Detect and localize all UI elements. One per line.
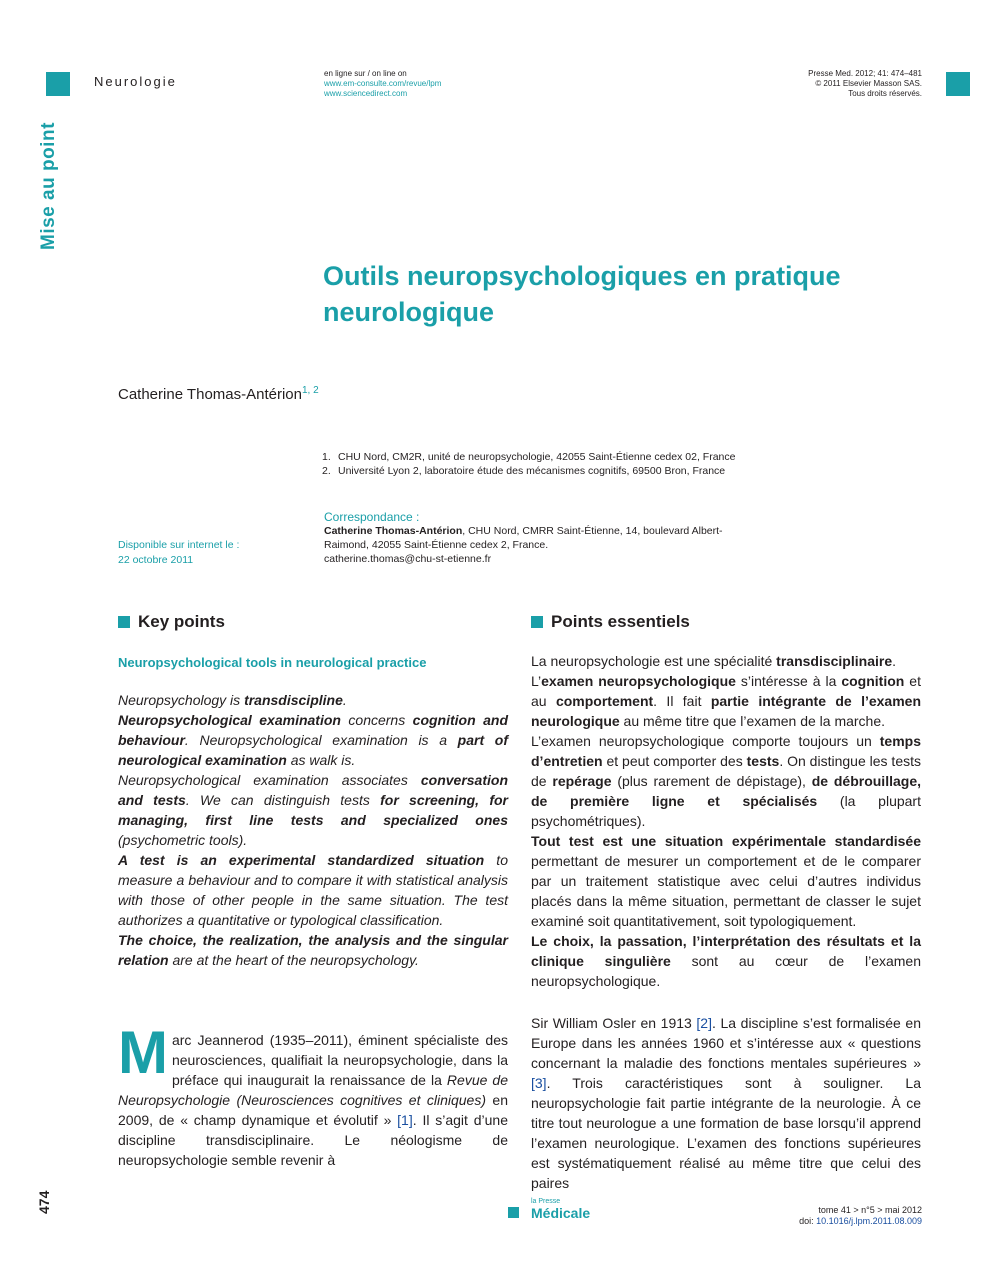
online-url-emconsulte[interactable]: www.em-consulte.com/revue/lpm	[324, 79, 442, 88]
correspondence-email[interactable]: catherine.thomas@chu-st-etienne.fr	[324, 553, 492, 565]
doi-link[interactable]: 10.1016/j.lpm.2011.08.009	[816, 1216, 922, 1226]
footer-issue	[799, 1205, 922, 1227]
issue-info: tome 41 > n°5 > mai 2012	[818, 1205, 922, 1215]
logo-big-text: Médicale	[531, 1205, 591, 1221]
online-label: en ligne sur / on line on	[324, 69, 407, 78]
reference-link[interactable]: [2]	[696, 1015, 712, 1031]
points-essentiels-text: La neuropsychologie est une spécialité transdisciplinaire. L’examen neuropsychologique s’intéresse à la cognition et au comportement. Il fait partie intégrante de l’examen neurologique au même titre que l’examen de la marche. L’examen neuropsychologique comporte toujours un temps d’entretien et peut comporter des tests. On distingue les tests de repérage (plus rarement de dépistage), de débrouillage, de première ligne et spécialisés (la plupart psychométriques). Tout test est une situation expérimentale standardisée permettant de mesurer un comportement et de le comparer par un traitement statistique avec celui d’autres individus placés dans la même situation, permettant de classer le sujet examiné soit quantitativement, soit typologiquement. Le choix, la passation, l’interprétation des résultats et la clinique singulière sont au cœur de l’examen neuropsychologique.	[531, 653, 922, 989]
key-points-text: Neuropsychology is transdiscipline. Neuropsychological examination concerns cognition and behaviour. Neuropsychological examination is a part of neurological examination as walk is. Neuropsychological examination associates conversation and tests. We can distinguish tests for screening, for managing, first line tests and specialized ones (psychometric tools). A test is an experimental standardized situation to measure a behaviour and to compare it with statistical analysis with those of other people in the same situation. The test authorizes a quantitative or typological classification. The choice, the realization, the analysis and the singular relation are at the heart of the neuropsychology.	[118, 692, 508, 968]
citation-line: Presse Med. 2012; 41: 474–481	[808, 69, 922, 78]
drop-cap: M	[118, 1019, 168, 1086]
key-points-subtitle: Neuropsychological tools in neurological practice	[118, 655, 427, 670]
points-essentiels-heading-text: Points essentiels	[551, 612, 690, 631]
affiliation-text: CHU Nord, CM2R, unité de neuropsychologie, 42055 Saint-Étienne cedex 02, France	[338, 451, 736, 463]
journal-logo	[508, 1198, 590, 1220]
reference-link[interactable]: [1]	[397, 1112, 413, 1128]
citation-line: © 2011 Elsevier Masson SAS.	[815, 79, 922, 88]
affiliations	[322, 450, 752, 478]
author	[118, 385, 319, 403]
affiliation-number: 2.	[322, 465, 331, 477]
correspondence	[324, 510, 744, 566]
correspondence-address: , CHU Nord, CMRR Saint-Étienne, 14, boulevard Albert-Raimond, 42055 Saint-Étienne cedex 2, France.	[324, 525, 723, 551]
affiliation-item	[322, 464, 752, 478]
logo-square	[508, 1207, 519, 1218]
doi-label: doi:	[799, 1216, 817, 1226]
affiliation-text: Université Lyon 2, laboratoire étude des mécanismes cognitifs, 69500 Bron, France	[338, 465, 726, 477]
key-points-heading	[118, 612, 225, 632]
reference-link[interactable]: [3]	[531, 1075, 547, 1091]
online-url-sciencedirect[interactable]: www.sciencedirect.com	[324, 89, 408, 98]
availability-label: Disponible sur internet le :	[118, 539, 240, 551]
side-label: Mise au point	[38, 122, 59, 250]
citation-line: Tous droits réservés.	[848, 89, 922, 98]
availability	[118, 538, 239, 568]
availability-date: 22 octobre 2011	[118, 554, 194, 566]
heading-square	[118, 616, 130, 628]
corner-square-left	[46, 72, 70, 96]
citation	[808, 69, 922, 99]
corner-square-right	[946, 72, 970, 96]
key-points-heading-text: Key points	[138, 612, 225, 631]
section-label: Neurologie	[94, 74, 177, 89]
author-affil-marks: 1, 2	[301, 385, 319, 396]
points-essentiels-heading	[531, 612, 690, 632]
logo-small-text: la Presse	[531, 1198, 561, 1205]
correspondence-label: Correspondance :	[324, 510, 420, 524]
correspondence-name: Catherine Thomas-Antérion	[324, 525, 463, 537]
body-text-left: Marc Jeannerod (1935–2011), éminent spécialiste des neurosciences, qualifiait la neuropsychologie, dans la préface qui inaugurait la renaissance de la Revue de Neuropsychologie (Neurosciences cognitives et cliniques) en 2009, de « champ dynamique et évolutif » [1]. Il s’agit d’une discipline transdisciplinaire. Le néologisme de neuropsychologie semble revenir à	[118, 1019, 508, 1168]
body-text-right: Sir William Osler en 1913 [2]. La discipline s’est formalisée en Europe dans les années 1960 et s’intéresse aux « questions concernant la maladie des fonctions mentales supérieures » [3]. Trois caractéristiques sont à souligner. La neuropsychologie fait partie intégrante de la neurologie. À ce titre tout neurologue a une formation de base lorsqu’il apprend l’examen neurologique. L’examen des fonctions supérieures est systématiquement réalisé au même titre que celui des paires	[531, 1015, 921, 1191]
online-links	[324, 69, 441, 99]
author-name: Catherine Thomas-Antérion	[118, 386, 302, 403]
article-title: Outils neuropsychologiques en pratique neurologique	[323, 261, 841, 327]
affiliation-item	[322, 450, 752, 464]
page-number: 474	[36, 1190, 52, 1214]
heading-square	[531, 616, 543, 628]
affiliation-number: 1.	[322, 451, 331, 463]
